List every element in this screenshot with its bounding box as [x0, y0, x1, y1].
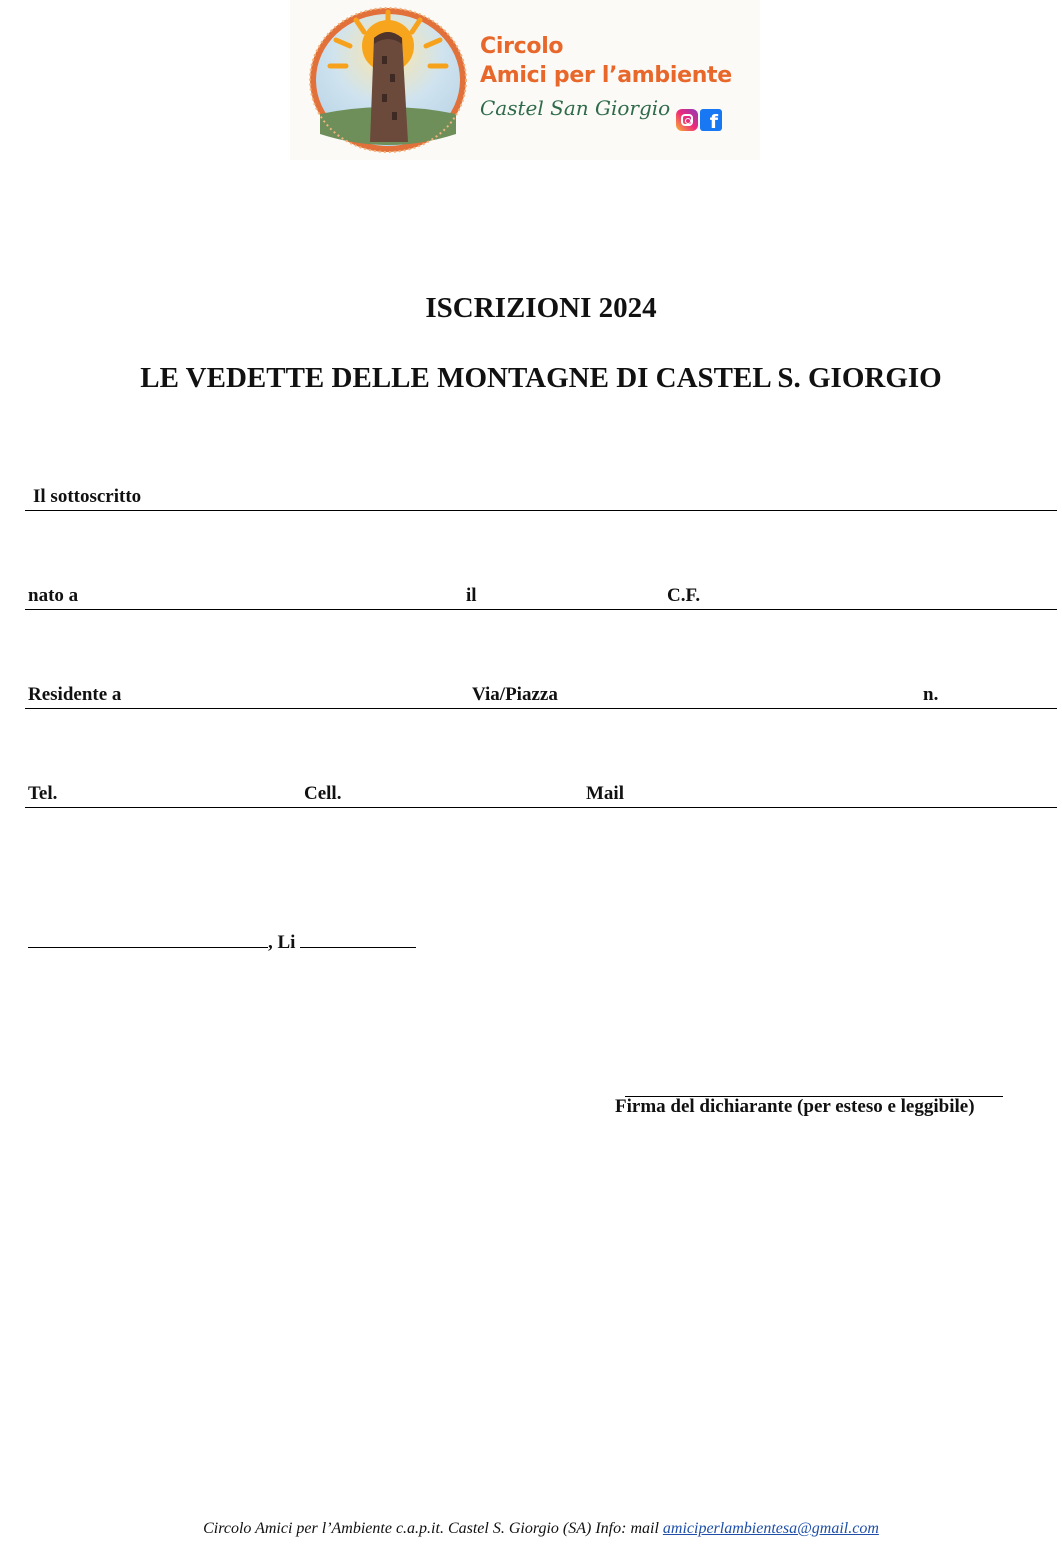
header-logo — [290, 0, 760, 160]
logo-subtitle-location: Castel San Giorgio — [480, 96, 671, 120]
form-row-residenza[interactable] — [25, 679, 1057, 709]
label-il: il — [466, 585, 477, 606]
footer — [0, 1520, 1062, 1538]
signature-label: Firma del dichiarante (per esteso e leggibile) — [615, 1096, 975, 1117]
label-cf: C.F. — [667, 585, 701, 606]
label-cell: Cell. — [304, 783, 342, 804]
instagram-icon[interactable] — [676, 109, 698, 131]
label-numero-civico: n. — [923, 684, 939, 705]
form-row-contatti[interactable] — [25, 778, 1057, 808]
logo-title-circolo: Circolo — [480, 34, 564, 59]
footer-text: Circolo Amici per l’Ambiente c.a.p.it. Castel S. Giorgio (SA) Info: mail — [203, 1520, 663, 1537]
label-nato-a: nato a — [28, 585, 79, 606]
label-residente-a: Residente a — [28, 684, 122, 705]
form-row-sottoscritto[interactable] — [25, 481, 1057, 511]
label-mail: Mail — [586, 783, 624, 804]
label-tel: Tel. — [28, 783, 58, 804]
footer-email-link[interactable]: amiciperlambientesa@gmail.com — [662, 1520, 879, 1537]
label-via-piazza: Via/Piazza — [472, 684, 558, 705]
document-subtitle: LE VEDETTE DELLE MONTAGNE DI CASTEL S. GIORGIO — [140, 362, 942, 394]
label-sottoscritto: Il sottoscritto — [33, 486, 142, 507]
place-blank[interactable] — [28, 928, 268, 948]
tower-sun-logo — [306, 4, 470, 154]
place-date-line — [28, 928, 416, 954]
label-li: , Li — [268, 932, 296, 953]
document-title: ISCRIZIONI 2024 — [425, 292, 657, 324]
facebook-icon[interactable]: f — [700, 109, 722, 131]
date-blank[interactable] — [300, 928, 416, 948]
form-row-nascita[interactable] — [25, 580, 1057, 610]
logo-title-amici: Amici per l’ambiente — [480, 63, 732, 88]
